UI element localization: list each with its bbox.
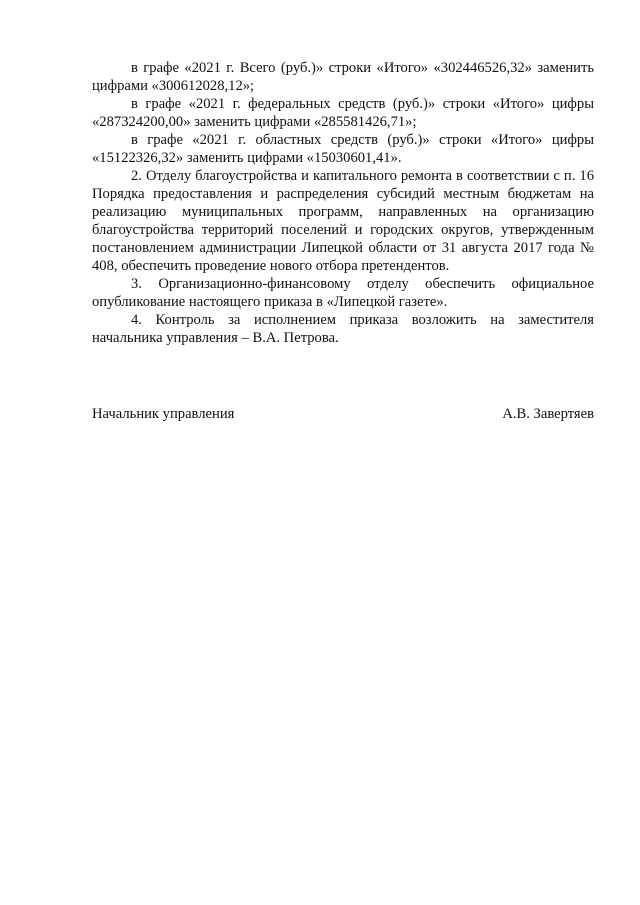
paragraph-item-2: 2. Отделу благоустройства и капитального ремонта в соответствии с п. 16 Порядка предоставления и распределения субсидий местным бюджетам на реализацию муниципальных программ, направленных на организацию благоустройства территорий поселений и городских округов, утвержденным постановлением администрации Липецкой области от 31 августа 2017 года № 408, обеспечить проведение нового отбора претендентов.	[92, 168, 594, 274]
document-body	[92, 59, 594, 347]
paragraph-item-4: 4. Контроль за исполнением приказа возложить на заместителя начальника управления – В.А. Петрова.	[92, 312, 594, 346]
paragraph-total-column: в графе «2021 г. Всего (руб.)» строки «Итого» «302446526,32» заменить цифрами «300612028,12»;	[92, 60, 594, 94]
paragraph-regional-column: в графе «2021 г. областных средств (руб.)» строки «Итого» цифры «15122326,32» заменить цифрами «15030601,41».	[92, 132, 594, 166]
signatory-name: А.В. Завертяев	[502, 406, 594, 422]
signature-block	[92, 405, 594, 425]
paragraph-item-3: 3. Организационно-финансовому отделу обеспечить официальное опубликование настоящего приказа в «Липецкой газете».	[92, 276, 594, 310]
paragraph-federal-column: в графе «2021 г. федеральных средств (руб.)» строки «Итого» цифры «287324200,00» заменить цифрами «285581426,71»;	[92, 96, 594, 130]
signatory-position: Начальник управления	[92, 406, 235, 422]
